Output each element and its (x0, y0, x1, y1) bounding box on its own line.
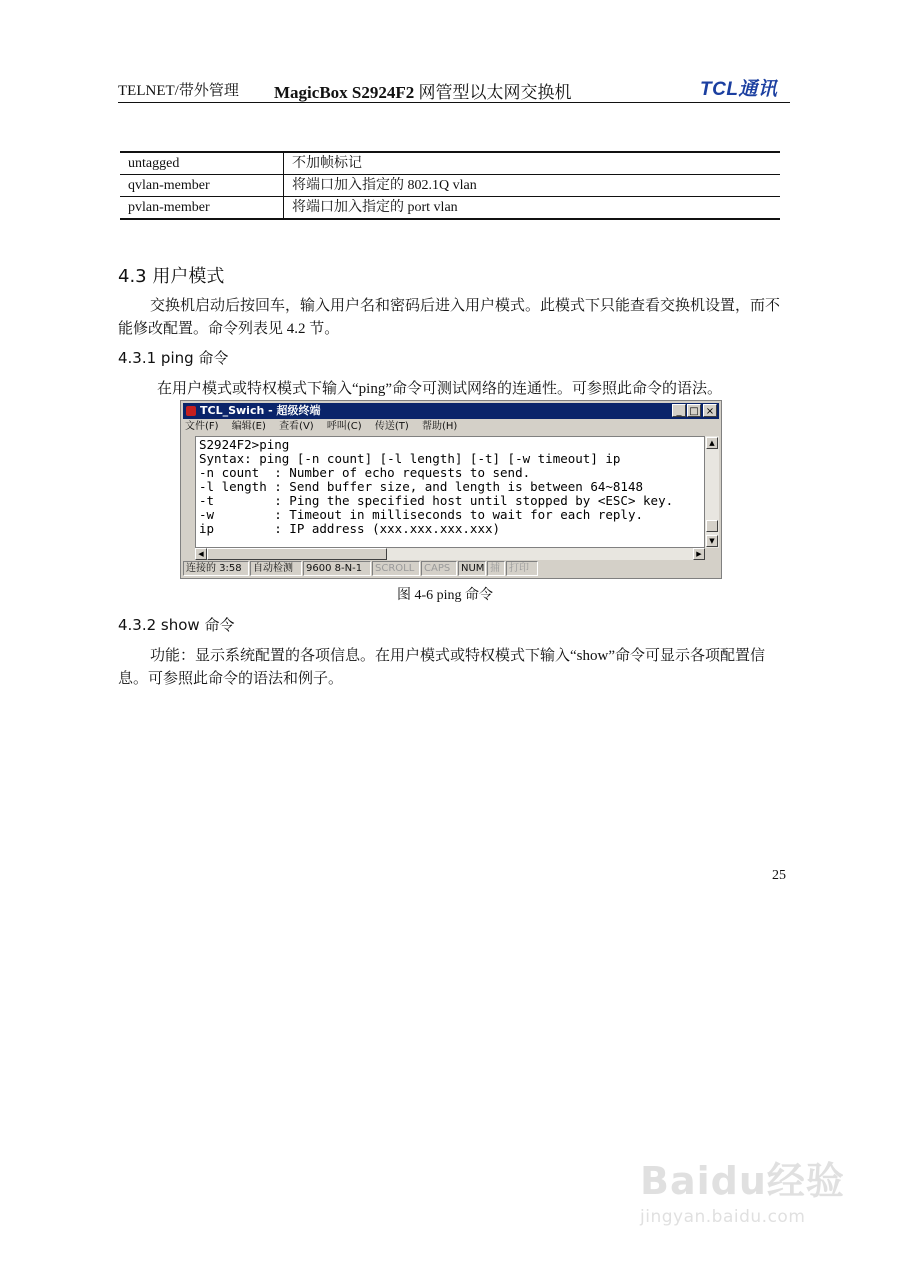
scroll-up-icon: ▲ (706, 437, 718, 449)
minimize-icon: _ (672, 404, 686, 417)
horizontal-scrollbar (195, 548, 705, 560)
scroll-right-icon: ▶ (693, 548, 705, 560)
terminal-line: -w : Timeout in milliseconds to wait for each reply. (199, 507, 644, 522)
header-section-label: TELNET/带外管理 (118, 83, 239, 99)
terminal-screen (195, 436, 705, 548)
table-cell-description: 不加帧标记 (284, 152, 781, 175)
window-title: TCL_Swich - 超级终端 (200, 404, 321, 417)
user-mode-paragraph: 交换机启动后按回车，输入用户名和密码后进入用户模式。此模式下只能查看交换机设置，而不能修改配置。命令列表见 4.2 节。 (118, 298, 781, 337)
section-heading-ping-command: 4.3.1 ping 命令 (118, 349, 229, 367)
header-product-subtitle: 网管型以太网交换机 (414, 83, 572, 102)
window-menubar (185, 420, 467, 434)
scroll-thumb (207, 548, 387, 560)
status-port-settings: 9600 8-N-1 (303, 561, 371, 576)
hyperterminal-window (180, 400, 722, 579)
table-cell-term: untagged (120, 152, 284, 175)
terminal-line: ip : IP address (xxx.xxx.xxx.xxx) (199, 521, 501, 536)
ping-command-paragraph: 在用户模式或特权模式下输入“ping”命令可测试网络的连通性。可参照此命令的语法。 (157, 381, 722, 397)
baidu-watermark-logo: Baidu经验 (640, 1159, 845, 1203)
terminal-line: Syntax: ping [-n count] [-l length] [-t] [-w timeout] ip (199, 451, 621, 466)
parameter-table (120, 151, 780, 220)
window-titlebar (183, 403, 719, 419)
vertical-scrollbar (705, 436, 719, 548)
status-capture: 捕 (487, 561, 505, 576)
status-auto-detect: 自动检测 (250, 561, 302, 576)
menu-transfer: 传送(T) (374, 421, 409, 432)
terminal-line: S2924F2>ping (199, 437, 290, 452)
terminal-output (199, 438, 673, 536)
close-icon: × (703, 404, 717, 417)
menu-call: 呼叫(C) (326, 421, 362, 432)
scroll-down-icon: ▼ (706, 535, 718, 547)
show-command-paragraph: 功能：显示系统配置的各项信息。在用户模式或特权模式下输入“show”命令可显示各项配置信息。可参照此命令的语法和例子。 (118, 648, 765, 687)
status-num: NUM (458, 561, 486, 576)
maximize-icon: □ (687, 404, 701, 417)
header-divider (118, 102, 790, 103)
table-cell-description: 将端口加入指定的 port vlan (284, 197, 781, 220)
table-cell-term: pvlan-member (120, 197, 284, 220)
section-heading-show-command: 4.3.2 show 命令 (118, 616, 235, 634)
status-caps: CAPS (421, 561, 457, 576)
table-row (120, 197, 780, 220)
baidu-watermark-url: jingyan.baidu.com (640, 1207, 806, 1227)
table-cell-term: qvlan-member (120, 175, 284, 197)
status-connected-time: 连接的 3:58 (183, 561, 249, 576)
status-scroll: SCROLL (372, 561, 420, 576)
figure-caption: 图 4-6 ping 命令 (397, 588, 494, 603)
table-cell-description: 将端口加入指定的 802.1Q vlan (284, 175, 781, 197)
page-number: 25 (772, 868, 786, 883)
section-heading-user-mode: 4.3 用户模式 (118, 266, 225, 287)
menu-view: 查看(V) (279, 421, 314, 432)
header-document-title (274, 78, 572, 103)
scroll-left-icon: ◀ (195, 548, 207, 560)
scroll-thumb (706, 520, 718, 532)
menu-edit: 编辑(E) (231, 421, 266, 432)
tcl-logo: TCL通讯 (700, 79, 778, 100)
menu-help: 帮助(H) (422, 421, 458, 432)
terminal-line: -n count : Number of echo requests to send. (199, 465, 531, 480)
terminal-line: -l length : Send buffer size, and length is between 64~8148 (199, 479, 644, 494)
table-row (120, 175, 780, 197)
status-bar (183, 561, 719, 577)
hyperterminal-app-icon (186, 406, 196, 416)
table-row (120, 152, 780, 175)
header-product-name: MagicBox S2924F2 (274, 83, 415, 102)
menu-file: 文件(F) (185, 421, 219, 432)
baidu-jingyan-watermark (640, 1150, 845, 1227)
terminal-line: -t : Ping the specified host until stopped by <ESC> key. (199, 493, 674, 508)
status-print: 打印 (506, 561, 538, 576)
